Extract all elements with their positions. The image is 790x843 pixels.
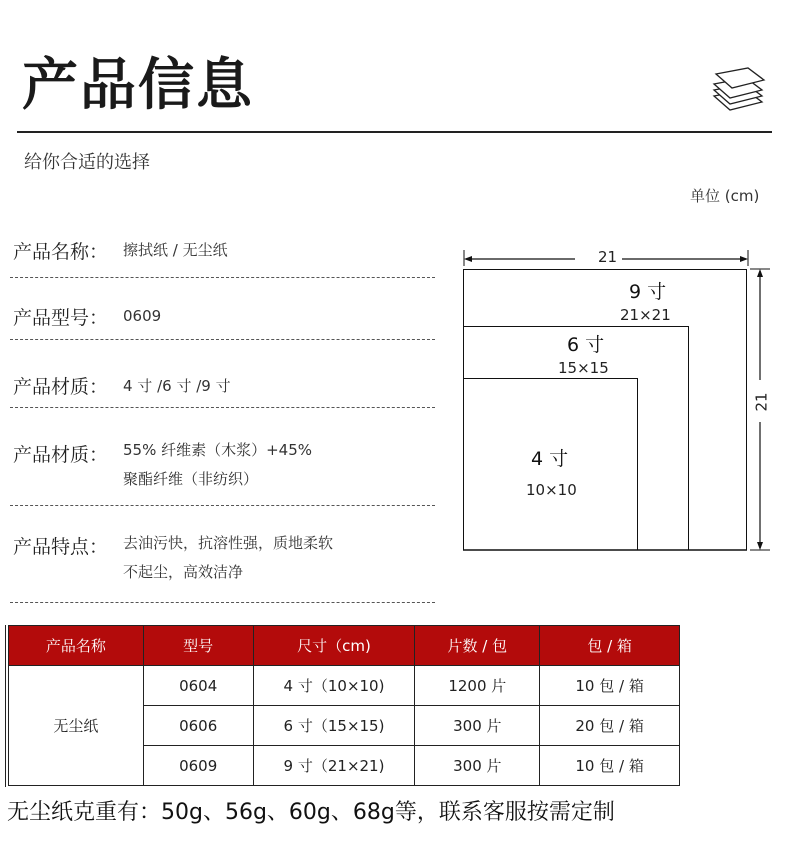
header-packs-per-box: 包 / 箱 — [540, 626, 680, 666]
cell-packs: 20 包 / 箱 — [540, 706, 680, 746]
cell-sheets: 300 片 — [415, 706, 540, 746]
spec-label: 产品型号： — [13, 307, 109, 329]
spec-value: 0609 — [123, 307, 162, 325]
product-spec-table — [8, 625, 680, 786]
page-title: 产品信息 — [22, 53, 254, 118]
table-outer-border — [5, 625, 6, 787]
spec-label: 产品特点： — [13, 536, 109, 558]
cell-packs: 10 包 / 箱 — [540, 746, 680, 786]
header-divider — [17, 131, 772, 133]
cell-packs: 10 包 / 箱 — [540, 666, 680, 706]
spec-value: 不起尘，高效洁净 — [123, 563, 244, 581]
cell-size: 4 寸（10×10) — [253, 666, 415, 706]
cell-size: 6 寸（15×15) — [253, 706, 415, 746]
spec-value: 聚酯纤维（非纺织） — [123, 470, 259, 488]
cell-size: 9 寸（21×21) — [253, 746, 415, 786]
size-dims-6: 15×15 — [558, 359, 609, 377]
spec-label: 产品材质： — [13, 376, 109, 398]
size-name-4: 4 寸 — [531, 448, 569, 470]
header-sheets-per-pack: 片数 / 包 — [415, 626, 540, 666]
dashed-divider — [10, 407, 435, 408]
dashed-divider — [10, 602, 435, 603]
cell-sheets: 1200 片 — [415, 666, 540, 706]
cell-product-name: 无尘纸 — [9, 666, 144, 786]
height-dimension-label: 21 — [752, 392, 771, 412]
width-dimension-label: 21 — [598, 248, 618, 266]
dashed-divider — [10, 339, 435, 340]
cell-sheets: 300 片 — [415, 746, 540, 786]
header-model: 型号 — [143, 626, 253, 666]
unit-label: 单位 (cm) — [690, 187, 760, 205]
header-size: 尺寸（cm) — [253, 626, 415, 666]
stacked-paper-icon — [708, 60, 768, 120]
cell-model: 0606 — [143, 706, 253, 746]
size-dims-4: 10×10 — [526, 481, 577, 499]
size-name-6: 6 寸 — [567, 334, 605, 356]
spec-label: 产品名称： — [13, 241, 109, 263]
dashed-divider — [10, 277, 435, 278]
cell-model: 0604 — [143, 666, 253, 706]
subtitle: 给你合适的选择 — [24, 152, 150, 173]
spec-value: 去油污快，抗溶性强，质地柔软 — [123, 534, 334, 552]
weight-options-note: 无尘纸克重有：50g、56g、60g、68g等，联系客服按需定制 — [7, 800, 615, 825]
size-diagram — [440, 240, 790, 570]
spec-value: 55% 纤维素（木浆）+45% — [123, 441, 313, 459]
cell-model: 0609 — [143, 746, 253, 786]
dashed-divider — [10, 505, 435, 506]
table-row — [9, 666, 680, 706]
size-dims-9: 21×21 — [620, 306, 671, 324]
spec-value: 擦拭纸 / 无尘纸 — [123, 241, 228, 259]
spec-value: 4 寸 /6 寸 /9 寸 — [123, 377, 231, 395]
header-product-name: 产品名称 — [9, 626, 144, 666]
table-header-row — [9, 626, 680, 666]
spec-label: 产品材质： — [13, 444, 109, 466]
size-name-9: 9 寸 — [629, 281, 667, 303]
